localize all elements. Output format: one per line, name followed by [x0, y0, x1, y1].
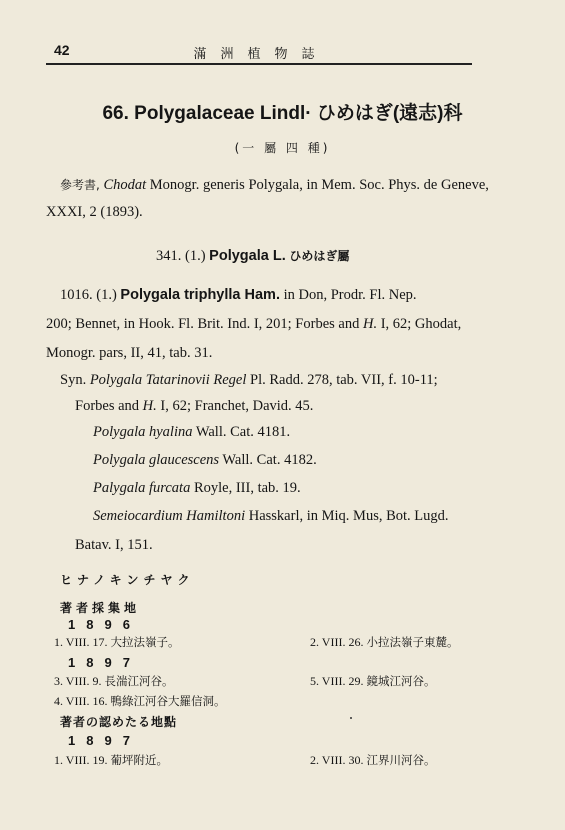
- record-place: 大拉法嶺子。: [110, 635, 180, 649]
- confirmed-heading: 著者の認めたる地點: [60, 715, 178, 729]
- running-title: 滿洲植物誌: [193, 47, 329, 62]
- synonym-5-citation: Hasskarl, in Miq. Mus, Bot. Lugd.: [245, 508, 449, 524]
- header-rule: [46, 63, 472, 65]
- record-3: [54, 673, 173, 689]
- reference-line-2: XXXI, 2 (1893).: [46, 204, 143, 220]
- family-title: 66. Polygalaceae Lindl· ひめはぎ(遠志)科: [102, 103, 463, 124]
- record-number: 1.: [54, 635, 63, 649]
- confirmed-year: 1897: [68, 733, 141, 748]
- record-place: 小拉法嶺子東麓。: [366, 635, 459, 649]
- confirmed-record-1: [54, 752, 168, 768]
- species-line2-end: I, 62; Ghodat,: [377, 316, 462, 332]
- page-header: [46, 42, 476, 62]
- record-4: [54, 693, 225, 709]
- synonym-3-name: Polygala glaucescens: [93, 452, 220, 468]
- synonym-1-cont: Forbes and: [75, 398, 143, 414]
- synonym-line-3: [93, 424, 290, 441]
- genus-heading: [156, 247, 349, 265]
- record-date: VIII. 30.: [321, 753, 364, 767]
- stray-dot: [350, 717, 352, 719]
- collection-year-1: 1896: [68, 617, 141, 632]
- synonym-4-citation: Royle, III, tab. 19.: [190, 480, 301, 496]
- page-number: 42: [54, 42, 70, 58]
- genus-count: (一 屬 四 種): [234, 141, 331, 155]
- synonym-3-citation: Wall. Cat. 4182.: [219, 452, 317, 468]
- synonym-5-name: Semeiocardium Hamiltoni: [93, 508, 246, 524]
- synonym-4-name: Palygala furcata: [93, 480, 191, 496]
- species-number: 1016. (1.): [60, 287, 117, 303]
- record-5: [310, 673, 435, 689]
- synonym-2-citation: Wall. Cat. 4181.: [192, 424, 291, 440]
- record-place: 葡坪附近。: [110, 753, 168, 767]
- japanese-common-name: ヒナノキンチヤク: [60, 573, 195, 587]
- record-number: 5.: [310, 674, 319, 688]
- synonym-line-2: [75, 398, 313, 415]
- record-date: VIII. 9.: [65, 674, 102, 688]
- synonym-1-name: Polygala Tatarinovii Regel: [89, 372, 247, 388]
- synonym-1-h: H.: [142, 398, 157, 414]
- synonym-1-citation: Pl. Radd. 278, tab. VII, f. 10-11;: [246, 372, 438, 388]
- record-place: 鏡城江河谷。: [366, 674, 436, 688]
- record-number: 1.: [54, 753, 63, 767]
- species-line-3: Monogr. pars, II, 41, tab. 31.: [46, 345, 213, 361]
- reference-line-1: [60, 176, 489, 194]
- record-number: 2.: [310, 753, 319, 767]
- genus-number: 341. (1.): [156, 248, 206, 264]
- species-line-2: [46, 316, 461, 333]
- record-2: [310, 634, 458, 650]
- synonym-label: Syn.: [60, 372, 87, 388]
- genus-name: Polygala L.: [209, 248, 286, 264]
- genus-japanese: ひめはぎ屬: [289, 249, 350, 263]
- record-number: 4.: [54, 694, 63, 708]
- collection-year-2: 1897: [68, 655, 141, 670]
- synonym-line-4: [93, 452, 317, 469]
- record-date: VIII. 16.: [65, 694, 108, 708]
- species-line2-h: H.: [362, 316, 378, 332]
- record-1: [54, 634, 179, 650]
- record-number: 2.: [310, 635, 319, 649]
- synonym-line-5: [93, 480, 301, 497]
- synonym-line-6: [93, 508, 449, 525]
- record-number: 3.: [54, 674, 63, 688]
- species-line-1: [60, 287, 417, 304]
- species-name: Polygala triphylla Ham.: [120, 287, 280, 303]
- record-date: VIII. 17.: [65, 635, 108, 649]
- record-place: 鴨綠江河谷大羅信洞。: [110, 694, 226, 708]
- collection-heading: 著者採集地: [60, 601, 141, 615]
- record-date: VIII. 29.: [321, 674, 364, 688]
- reference-label: 參考書,: [60, 178, 100, 192]
- reference-text: Monogr. generis Polygala, in Mem. Soc. Phys. de Geneve,: [146, 177, 489, 193]
- record-place: 江界川河谷。: [366, 753, 436, 767]
- record-date: VIII. 19.: [65, 753, 108, 767]
- confirmed-record-2: [310, 752, 435, 768]
- synonym-line-1: [60, 372, 438, 389]
- record-date: VIII. 26.: [321, 635, 364, 649]
- species-citation: in Don, Prodr. Fl. Nep.: [279, 287, 417, 303]
- synonym-line-7: Batav. I, 151.: [75, 537, 153, 553]
- synonym-1-cont-end: I, 62; Franchet, David. 45.: [156, 398, 314, 414]
- species-line2-text: 200; Bennet, in Hook. Fl. Brit. Ind. I, 201; Forbes and: [46, 316, 360, 332]
- reference-author: Chodat: [103, 177, 147, 193]
- synonym-2-name: Polygala hyalina: [93, 424, 193, 440]
- record-place: 長湍江河谷。: [104, 674, 174, 688]
